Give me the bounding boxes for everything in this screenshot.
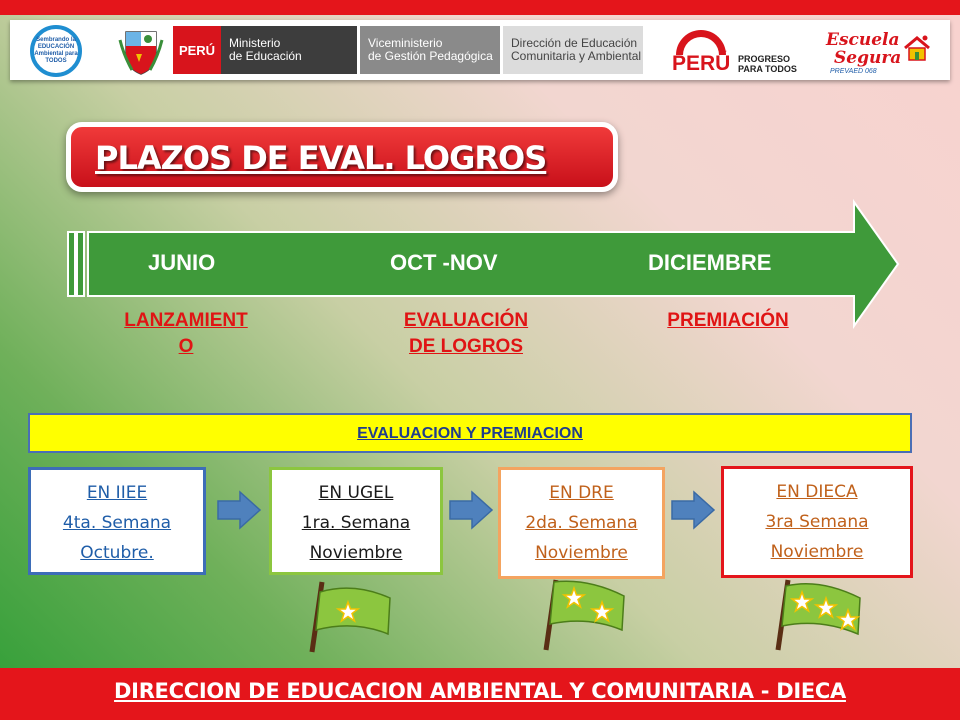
three-star-flag-icon xyxy=(770,576,866,654)
direccion-label: Dirección de Educación Comunitaria y Ambiental xyxy=(503,26,643,74)
campaign-logo-text: Sembrando la EDUCACIÓN Ambiental para TODOS xyxy=(34,37,78,64)
step-box-iiee xyxy=(28,467,206,575)
phase-evaluacion xyxy=(370,308,562,360)
step-month: Octubre. xyxy=(80,543,154,563)
evaluation-banner xyxy=(28,413,912,453)
segura-word: Segura xyxy=(834,48,902,68)
footer-text: DIRECCION DE EDUCACION AMBIENTAL Y COMUNITARIA - DIECA xyxy=(114,679,846,703)
phase-line: O xyxy=(178,336,194,357)
header-logo-strip xyxy=(10,20,950,80)
step-month: Noviembre xyxy=(535,543,628,563)
step-box-ugel xyxy=(269,467,443,575)
phase-line: LANZAMIENT xyxy=(124,310,248,331)
step-arrow-icon xyxy=(216,490,262,530)
viceministerio-label: Viceministerio de Gestión Pedagógica xyxy=(360,26,500,74)
timeline-month-diciembre: DICIEMBRE xyxy=(648,250,772,275)
peru-slogan: PROGRESO PARA TODOS xyxy=(738,54,797,74)
two-star-flag-icon xyxy=(538,576,630,654)
one-star-flag-icon xyxy=(304,578,396,656)
escuela-segura-logo xyxy=(820,28,940,76)
campaign-logo xyxy=(30,25,82,77)
step-arrow-icon xyxy=(670,490,716,530)
step-week: 3ra Semana xyxy=(765,512,869,532)
step-month: Noviembre xyxy=(770,542,864,562)
page-title: PLAZOS DE EVAL. LOGROS xyxy=(95,139,547,177)
step-month: Noviembre xyxy=(309,543,403,563)
step-title: EN DRE xyxy=(549,483,614,503)
timeline-month-junio: JUNIO xyxy=(148,250,216,275)
phase-line: DE LOGROS xyxy=(408,336,523,357)
step-title: EN IIEE xyxy=(86,483,148,503)
peru-progreso-logo xyxy=(672,30,807,74)
phase-lanzamiento xyxy=(96,308,276,360)
evaluation-label: EVALUACION Y PREMIACION xyxy=(357,425,583,442)
phase-line: PREMIACIÓN xyxy=(667,310,789,331)
footer-bar xyxy=(0,668,960,720)
step-title: EN UGEL xyxy=(318,483,394,503)
step-week: 4ta. Semana xyxy=(62,513,172,533)
step-arrow-icon xyxy=(448,490,494,530)
top-red-bar xyxy=(0,0,960,15)
step-box-dieca xyxy=(721,466,913,578)
prevaed-label: PREVAED 068 xyxy=(830,68,877,75)
school-house-icon xyxy=(902,34,932,64)
step-week: 1ra. Semana xyxy=(301,513,411,533)
coat-of-arms-icon xyxy=(118,26,164,76)
ministerio-label: Ministerio de Educación xyxy=(221,26,357,74)
peru-flag-label: PERÚ xyxy=(173,26,221,74)
title-banner xyxy=(66,122,618,192)
step-week: 2da. Semana xyxy=(525,513,638,533)
step-box-dre xyxy=(498,467,665,579)
timeline-month-oct-nov: OCT -NOV xyxy=(390,250,498,275)
phase-premiacion xyxy=(636,308,820,334)
peru-brand-word: PERÚ xyxy=(672,52,731,75)
step-title: EN DIECA xyxy=(776,482,858,502)
phase-line: EVALUACIÓN xyxy=(403,310,529,331)
escuela-word: Escuela xyxy=(826,30,900,50)
